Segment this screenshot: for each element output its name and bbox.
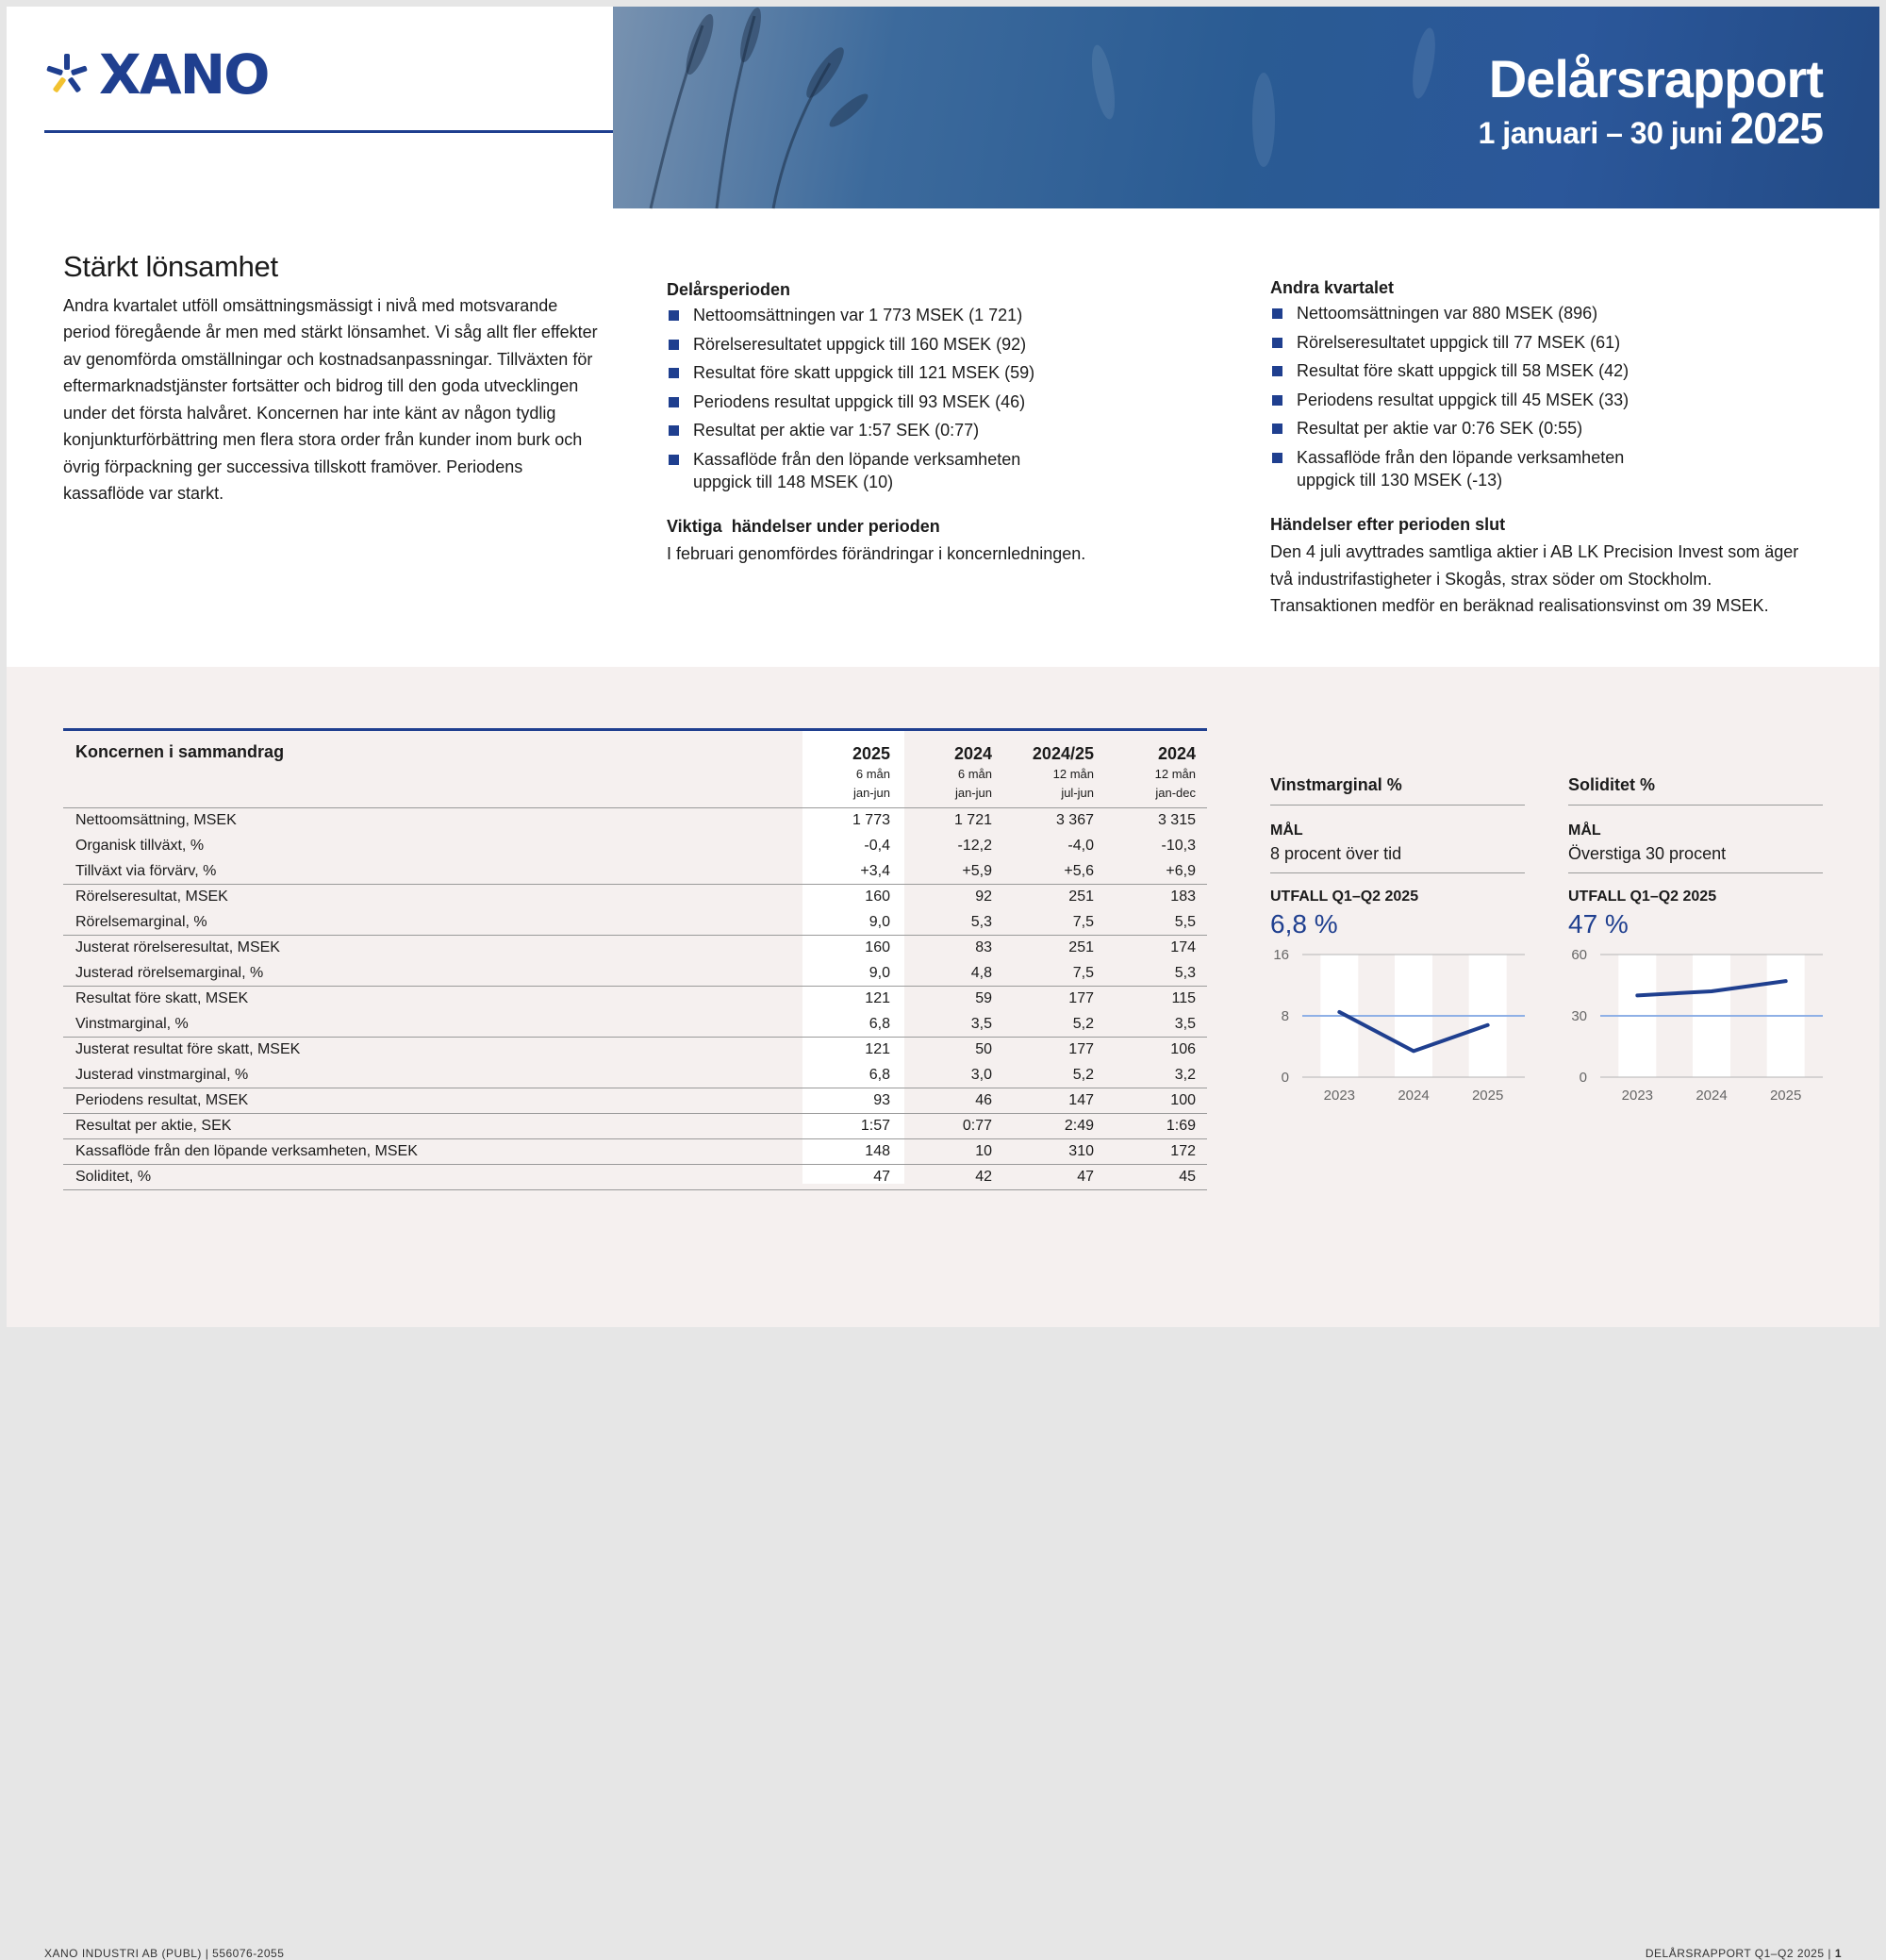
kpi-result-label: UTFALL Q1–Q2 2025 [1270,887,1525,907]
row-value: 9,0 [800,961,902,987]
row-label: Rörelsemarginal, % [63,910,800,936]
row-value: 3,2 [1105,1063,1207,1088]
row-label: Soliditet, % [63,1165,800,1190]
row-value: 7,5 [1003,961,1105,987]
row-value: +6,9 [1105,859,1207,885]
row-value: 1 721 [902,808,1003,834]
row-value: 3,5 [902,1012,1003,1038]
row-value: -10,3 [1105,834,1207,859]
row-value: 5,2 [1003,1012,1105,1038]
row-label: Organisk tillväxt, % [63,834,800,859]
row-label: Tillväxt via förvärv, % [63,859,800,885]
row-value: 6,8 [800,1063,902,1088]
list-item: Rörelseresultatet uppgick till 77 MSEK (61) [1270,331,1836,354]
soliditet-chart [1568,945,1842,1115]
row-value: 3,5 [1105,1012,1207,1038]
table-row [63,1114,1207,1139]
list-item: Kassaflöde från den löpande verksamheten uppgick till 130 MSEK (-13) [1270,446,1647,491]
kpi-result-value: 6,8 % [1270,907,1525,941]
table-row [63,859,1207,885]
row-value: 177 [1003,1038,1105,1063]
row-value: 47 [1003,1165,1105,1190]
row-value: 6,8 [800,1012,902,1038]
row-value: 92 [902,885,1003,910]
footer-report: DELÅRSRAPPORT Q1–Q2 2025 | 1 [1646,1947,1842,1960]
row-value: 183 [1105,885,1207,910]
row-value: -0,4 [800,834,902,859]
kpi-card-vinstmarginal [1270,775,1525,1115]
report-period [1479,103,1823,154]
list-item: Nettoomsättningen var 1 773 MSEK (1 721) [667,304,1195,326]
row-value: 3 315 [1105,808,1207,834]
row-value: +5,9 [902,859,1003,885]
table-row [63,961,1207,987]
table-row [63,1088,1207,1114]
row-value: +5,6 [1003,859,1105,885]
row-value: 46 [902,1088,1003,1114]
summary-table-body [63,808,1207,1190]
row-value: 147 [1003,1088,1105,1114]
kpi-goal-label: MÅL [1270,821,1525,841]
table-row [63,808,1207,834]
list-item: Resultat per aktie var 1:57 SEK (0:77) [667,419,1195,441]
table-row [63,987,1207,1012]
list-item: Resultat före skatt uppgick till 58 MSEK (42) [1270,359,1836,382]
row-value: 1 773 [800,808,902,834]
row-value: 1:57 [800,1114,902,1139]
vinstmarginal-chart [1270,945,1544,1115]
row-value: 2:49 [1003,1114,1105,1139]
y-tick-label: 0 [1580,1070,1587,1086]
row-value: 42 [902,1165,1003,1190]
row-label: Nettoomsättning, MSEK [63,808,800,834]
summary-panel [7,667,1879,1327]
x-tick-label: 2025 [1472,1088,1503,1104]
y-tick-label: 30 [1571,1008,1587,1024]
row-label: Justerad vinstmarginal, % [63,1063,800,1088]
y-tick-label: 8 [1282,1008,1289,1024]
row-label: Justerat resultat före skatt, MSEK [63,1038,800,1063]
row-label: Periodens resultat, MSEK [63,1088,800,1114]
list-item: Resultat före skatt uppgick till 121 MSEK (59) [667,361,1195,384]
column-header: 2024 12 mån jan-dec [1105,730,1207,808]
row-value: 83 [902,936,1003,961]
row-value: 7,5 [1003,910,1105,936]
row-label: Justerad rörelsemarginal, % [63,961,800,987]
list-item: Resultat per aktie var 0:76 SEK (0:55) [1270,417,1836,440]
table-row [63,1038,1207,1063]
row-value: 115 [1105,987,1207,1012]
report-dates: 1 januari – 30 juni [1479,116,1723,151]
y-tick-label: 0 [1282,1070,1289,1086]
intro-heading: Stärkt lönsamhet [63,254,601,281]
column-header: 2024/25 12 mån jul-jun [1003,730,1105,808]
y-tick-label: 60 [1571,947,1587,963]
row-value: 93 [800,1088,902,1114]
row-value: 5,3 [902,910,1003,936]
table-title: Koncernen i sammandrag [63,730,800,808]
summary-table [63,728,1207,1190]
row-value: 47 [800,1165,902,1190]
row-label: Justerat rörelseresultat, MSEK [63,936,800,961]
events-heading: Viktiga händelser under perioden [667,514,1195,539]
period-column [667,277,1195,568]
row-value: 160 [800,885,902,910]
row-value: +3,4 [800,859,902,885]
row-value: 1:69 [1105,1114,1207,1139]
list-item: Rörelseresultatet uppgick till 160 MSEK (92) [667,333,1195,356]
row-value: 10 [902,1139,1003,1165]
column-header: 2025 6 mån jan-jun [800,730,902,808]
table-row [63,885,1207,910]
kpi-title: Vinstmarginal % [1270,775,1525,806]
after-heading: Händelser efter perioden slut [1270,512,1836,537]
report-page [7,7,1879,1327]
list-item: Nettoomsättningen var 880 MSEK (896) [1270,302,1836,324]
footer-company: XANO INDUSTRI AB (PUBL) | 556076-2055 [44,1947,284,1960]
header-banner [613,7,1879,208]
row-value: 5,3 [1105,961,1207,987]
kpi-title: Soliditet % [1568,775,1823,806]
kpi-card-soliditet [1568,775,1823,1115]
kpi-goal-value: 8 procent över tid [1270,841,1525,873]
kpi-result-label: UTFALL Q1–Q2 2025 [1568,887,1823,907]
row-value: 172 [1105,1139,1207,1165]
row-value: 45 [1105,1165,1207,1190]
table-row [63,1012,1207,1038]
column-header: 2024 6 mån jan-jun [902,730,1003,808]
row-value: 177 [1003,987,1105,1012]
row-value: 106 [1105,1038,1207,1063]
row-value: 59 [902,987,1003,1012]
row-label: Resultat per aktie, SEK [63,1114,800,1139]
events-text: I februari genomfördes förändringar i koncernledningen. [667,540,1195,568]
row-value: 0:77 [902,1114,1003,1139]
x-tick-label: 2024 [1398,1088,1429,1104]
row-value: 5,5 [1105,910,1207,936]
x-tick-label: 2023 [1622,1088,1653,1104]
quarter-heading: Andra kvartalet [1270,275,1836,300]
row-value: -12,2 [902,834,1003,859]
row-value: 3 367 [1003,808,1105,834]
quarter-column [1270,275,1836,620]
table-header-row [63,730,1207,808]
y-tick-label: 16 [1273,947,1289,963]
row-value: 148 [800,1139,902,1165]
row-label: Vinstmarginal, % [63,1012,800,1038]
list-item: Kassaflöde från den löpande verksamheten uppgick till 148 MSEK (10) [667,448,1044,493]
x-tick-label: 2023 [1324,1088,1355,1104]
period-heading: Delårsperioden [667,277,1195,302]
row-label: Kassaflöde från den löpande verksamheten, MSEK [63,1139,800,1165]
row-value: 174 [1105,936,1207,961]
row-value: 121 [800,987,902,1012]
intro-column [63,254,601,507]
list-item: Periodens resultat uppgick till 93 MSEK (46) [667,390,1195,413]
row-value: 100 [1105,1088,1207,1114]
table-row [63,936,1207,961]
x-tick-label: 2024 [1696,1088,1727,1104]
row-label: Resultat före skatt, MSEK [63,987,800,1012]
kpi-goal-label: MÅL [1568,821,1823,841]
row-value: 9,0 [800,910,902,936]
row-value: 3,0 [902,1063,1003,1088]
row-value: 50 [902,1038,1003,1063]
table-row [63,910,1207,936]
header-rule [44,130,613,133]
logo-wordmark: XANO [99,42,268,107]
after-text: Den 4 juli avyttrades samtliga aktier i AB LK Precision Invest som äger två industrifastigheter i Skogås, strax söder om Stockholm. Transaktionen medför en beräknad realisationsvinst om 39 MSEK. [1270,539,1808,620]
xano-logo [44,42,268,107]
row-value: -4,0 [1003,834,1105,859]
row-value: 310 [1003,1139,1105,1165]
row-value: 251 [1003,885,1105,910]
list-item: Periodens resultat uppgick till 45 MSEK (33) [1270,389,1836,411]
row-value: 121 [800,1038,902,1063]
asterisk-logo-icon [44,52,90,97]
kpi-result-value: 47 % [1568,907,1823,941]
table-row [63,1063,1207,1088]
x-tick-label: 2025 [1770,1088,1801,1104]
report-title: Delårsrapport [1489,48,1823,109]
page-number: 1 [1835,1947,1842,1960]
summary-table-wrap [63,728,1207,1190]
row-value: 5,2 [1003,1063,1105,1088]
row-label: Rörelseresultat, MSEK [63,885,800,910]
row-value: 160 [800,936,902,961]
kpi-goal-value: Överstiga 30 procent [1568,841,1823,873]
table-row [63,834,1207,859]
table-row [63,1139,1207,1165]
table-row [63,1165,1207,1190]
intro-body: Andra kvartalet utföll omsättningsmässigt i nivå med motsvarande period föregående år men med stärkt lönsamhet. Vi såg allt fler effekter av genomförda omställningar och kostnadsanpassningar. Tillväxten för eftermarknadstjänster fortsätter och bidrog till den goda utvecklingen under det första halvåret. Koncernen har inte känt av någon tydlig konjunkturförbättring men flera stora order från kunder inom burk och övrig förpackning ger successiva tillskott framöver. Periodens kassaflöde var starkt. [63,292,601,507]
period-list [667,304,1195,493]
row-value: 4,8 [902,961,1003,987]
quarter-list [1270,302,1836,491]
report-year: 2025 [1730,103,1823,154]
row-value: 251 [1003,936,1105,961]
